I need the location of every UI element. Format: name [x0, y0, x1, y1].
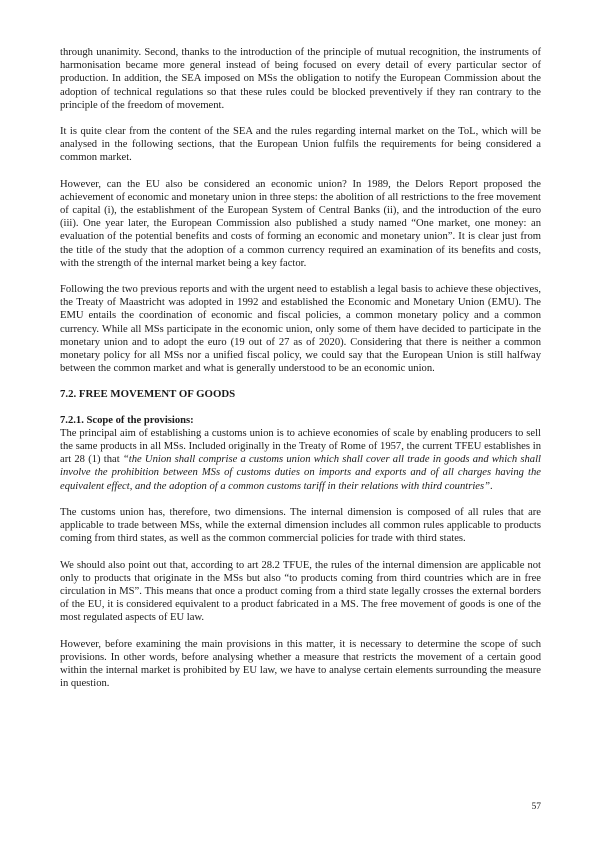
- paragraph-two-dimensions: The customs union has, therefore, two dimensions. The internal dimension is composed of all rules that are applicable to trade between MSs, while the external dimension includes all common rules applicable to products coming from third states, as well as the common commercial policies for trade with third states.: [60, 506, 541, 545]
- page-number: 57: [531, 802, 541, 812]
- treaty-quote: “the Union shall comprise a customs union which shall cover all trade in goods and which shall involve the prohibition between MSs of customs duties on imports and exports and of all charges having the equivalent effect, and the adoption of a common customs tariff in their relations with third countries”: [60, 454, 541, 492]
- section-heading: 7.2. FREE MOVEMENT OF GOODS: [60, 388, 236, 401]
- paragraph-common-market: It is quite clear from the content of the SEA and the rules regarding internal market on the ToL, which will be analysed in the following sections, that the European Union fulfils the requirements for being considered a common market.: [60, 126, 541, 164]
- paragraph-scope: However, before examining the main provisions in this matter, it is necessary to determine the scope of such provisions. In other words, before analysing whether a measure that restricts the movement of a certain good within the internal market is prohibited by EU law, we have to analyse certain elements surrounding the measure in question.: [60, 638, 541, 690]
- paragraph-text: The principal aim of establishing a customs union is to achieve economies of scale by enabling producers to sell the same products in all MSs. Included originally in the Treaty of Rome of 1957, the current TFEU establishes in art 28 (1) that: [60, 427, 541, 466]
- paragraph-maastricht-emu: Following the two previous reports and with the urgent need to establish a legal basis to achieve these objectives, the Treaty of Maastricht was adopted in 1992 and established the Economic and Monetary Union (EMU). The EMU entails the coordination of economic and fiscal policies, a common monetary policy and a common currency. While all MSs participate in the economic union, only some of them have decided to participate in the monetary union and to adopt the euro (19 out of 27 as of 2020). Considering that there is neither a common monetary policy for all MSs nor a unified fiscal policy, we could say that the European Union is still halfway between the common market and what is generally understood to be an economic union.: [60, 284, 541, 375]
- paragraph-text-end: .: [490, 480, 493, 492]
- paragraph-economic-union: However, can the EU also be considered an economic union? In 1989, the Delors Report proposed the achievement of economic and monetary union in three steps: the abolition of all restrictions to the free movement of capital (i), the establishment of the European System of Central Banks (ii), and the introduction of the euro (iii). One year later, the European Commission also published a study named “One market, one money: an evaluation of the potential benefits and costs of forming an economic and monetary union”. It is clear just from the title of the study that the adoption of a common currency required an examination of its benefits and costs, with the strength of the internal market being a key factor.: [60, 178, 541, 269]
- paragraph-art-28-2: We should also point out that, according to art 28.2 TFUE, the rules of the internal dimension are applicable not only to products that originate in the MSs but also “to products coming from third countries which are in free circulation in MS”. This means that once a product coming from a third state legally crosses the external borders of the EU, it is considered equivalent to a product fabricated in a MS. The free movement of goods is one of the most regulated aspects of EU law.: [60, 559, 541, 624]
- paragraph-customs-union-aim: [60, 427, 541, 493]
- paragraph-sea-harmonisation: through unanimity. Second, thanks to the introduction of the principle of mutual recognition, the instruments of harmonisation became more general instead of being focused on every detail of every particular sector of production. In addition, the SEA imposed on MSs the obligation to notify the European Commission about the adoption of technical regulations so that these rules could be blocked preventively if they ran contrary to the principle of the freedom of movement.: [60, 47, 541, 111]
- subsection-heading: 7.2.1. Scope of the provisions:: [60, 414, 194, 426]
- document-page: [60, 46, 541, 703]
